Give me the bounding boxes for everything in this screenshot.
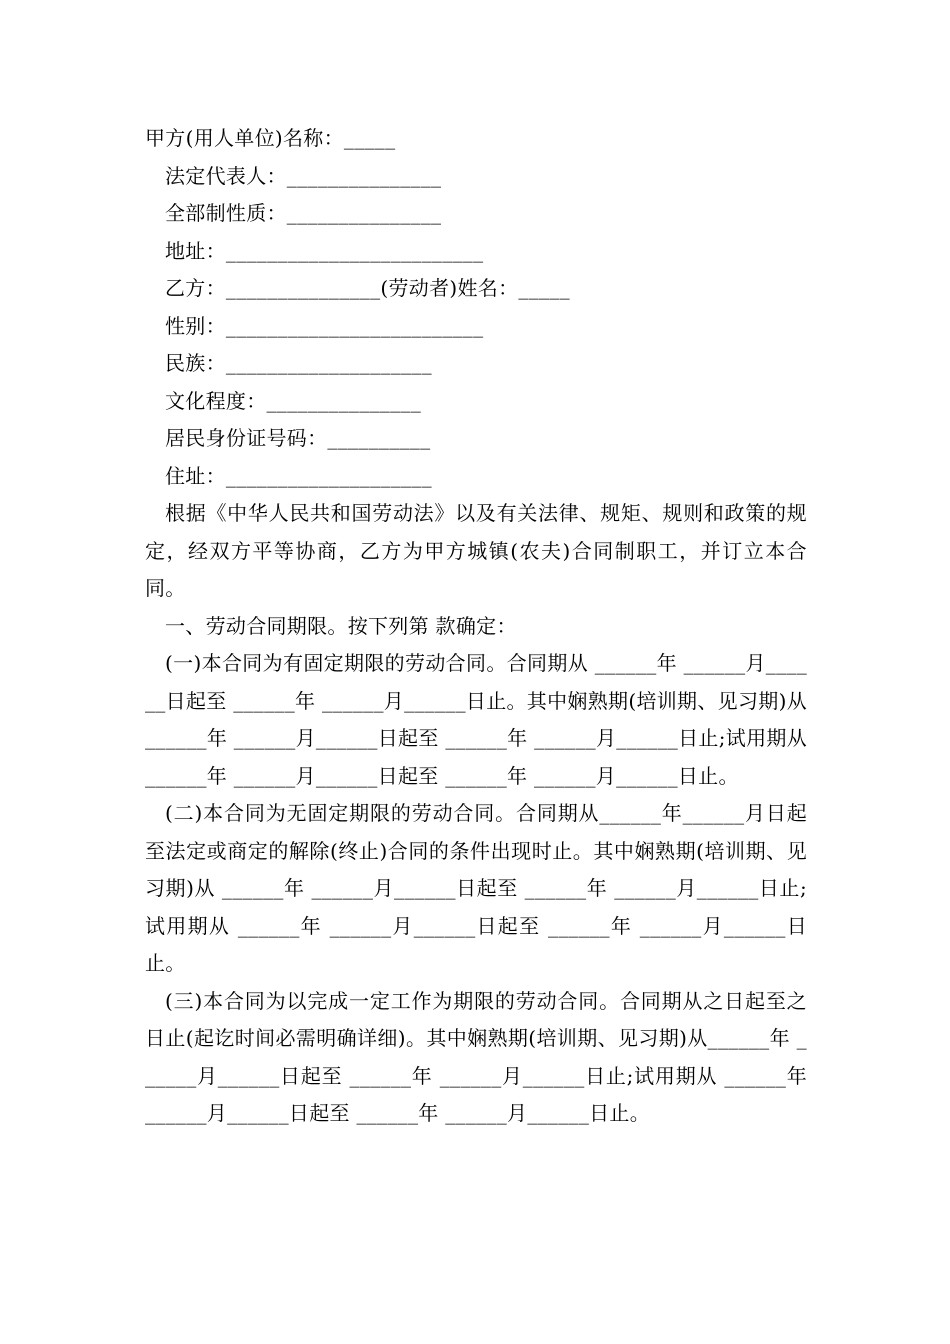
education-field: 文化程度：_______________ [165,388,421,413]
clause-3-paragraph: (三)本合同为以完成一定工作为期限的劳动合同。合同期从之日起至之日止(起讫时间必需明确详细)。其中娴熟期(培训期、见习期)从______年 ______月______日起至 ______年 ______月______日止;试用期从 ______年 ______月______日起至 ______年 ______月______日止。 [145,988,807,1125]
legal-representative-field: 法定代表人：_______________ [165,163,442,188]
preamble-paragraph: 根据《中华人民共和国劳动法》以及有关法律、规矩、规则和政策的规定，经双方平等协商，乙方为甲方城镇(农夫)合同制职工，并订立本合同。 [145,501,807,600]
address-field: 地址：_________________________ [165,238,484,263]
section-1-title: 一、劳动合同期限。按下列第 款确定： [165,613,517,638]
ethnicity-field: 民族：____________________ [165,351,432,375]
residence-field: 住址：____________________ [165,463,432,488]
clause-2-paragraph: (二)本合同为无固定期限的劳动合同。合同期从______年______月日起至法定或商定的解除(终止)合同的条件出现时止。其中娴熟期(培训期、见习期)从 ______年 ______月______日起至 ______年 ______月______日止;试用期从 ______年 ______月______日起至 ______年 ______月______日止。 [145,801,807,975]
clause-1-paragraph: (一)本合同为有固定期限的劳动合同。合同期从 ______年 ______月______日起至 ______年 ______月______日止。其中娴熟期(培训期、见习期)从 ______年 ______月______日起至 ______年 ______月______日止;试用期从 ______年 ______月______日起至 ______年 ______月______日止。 [145,651,807,788]
id-number-field: 居民身份证号码：__________ [165,426,431,450]
party-a-name-field: 甲方(用人单位)名称：_____ [145,126,396,150]
party-b-field: 乙方：_______________(劳动者)姓名：_____ [165,276,570,300]
contract-document [145,120,807,1133]
ownership-field: 全部制性质：_______________ [165,201,442,225]
gender-field: 性别：_________________________ [165,313,484,338]
